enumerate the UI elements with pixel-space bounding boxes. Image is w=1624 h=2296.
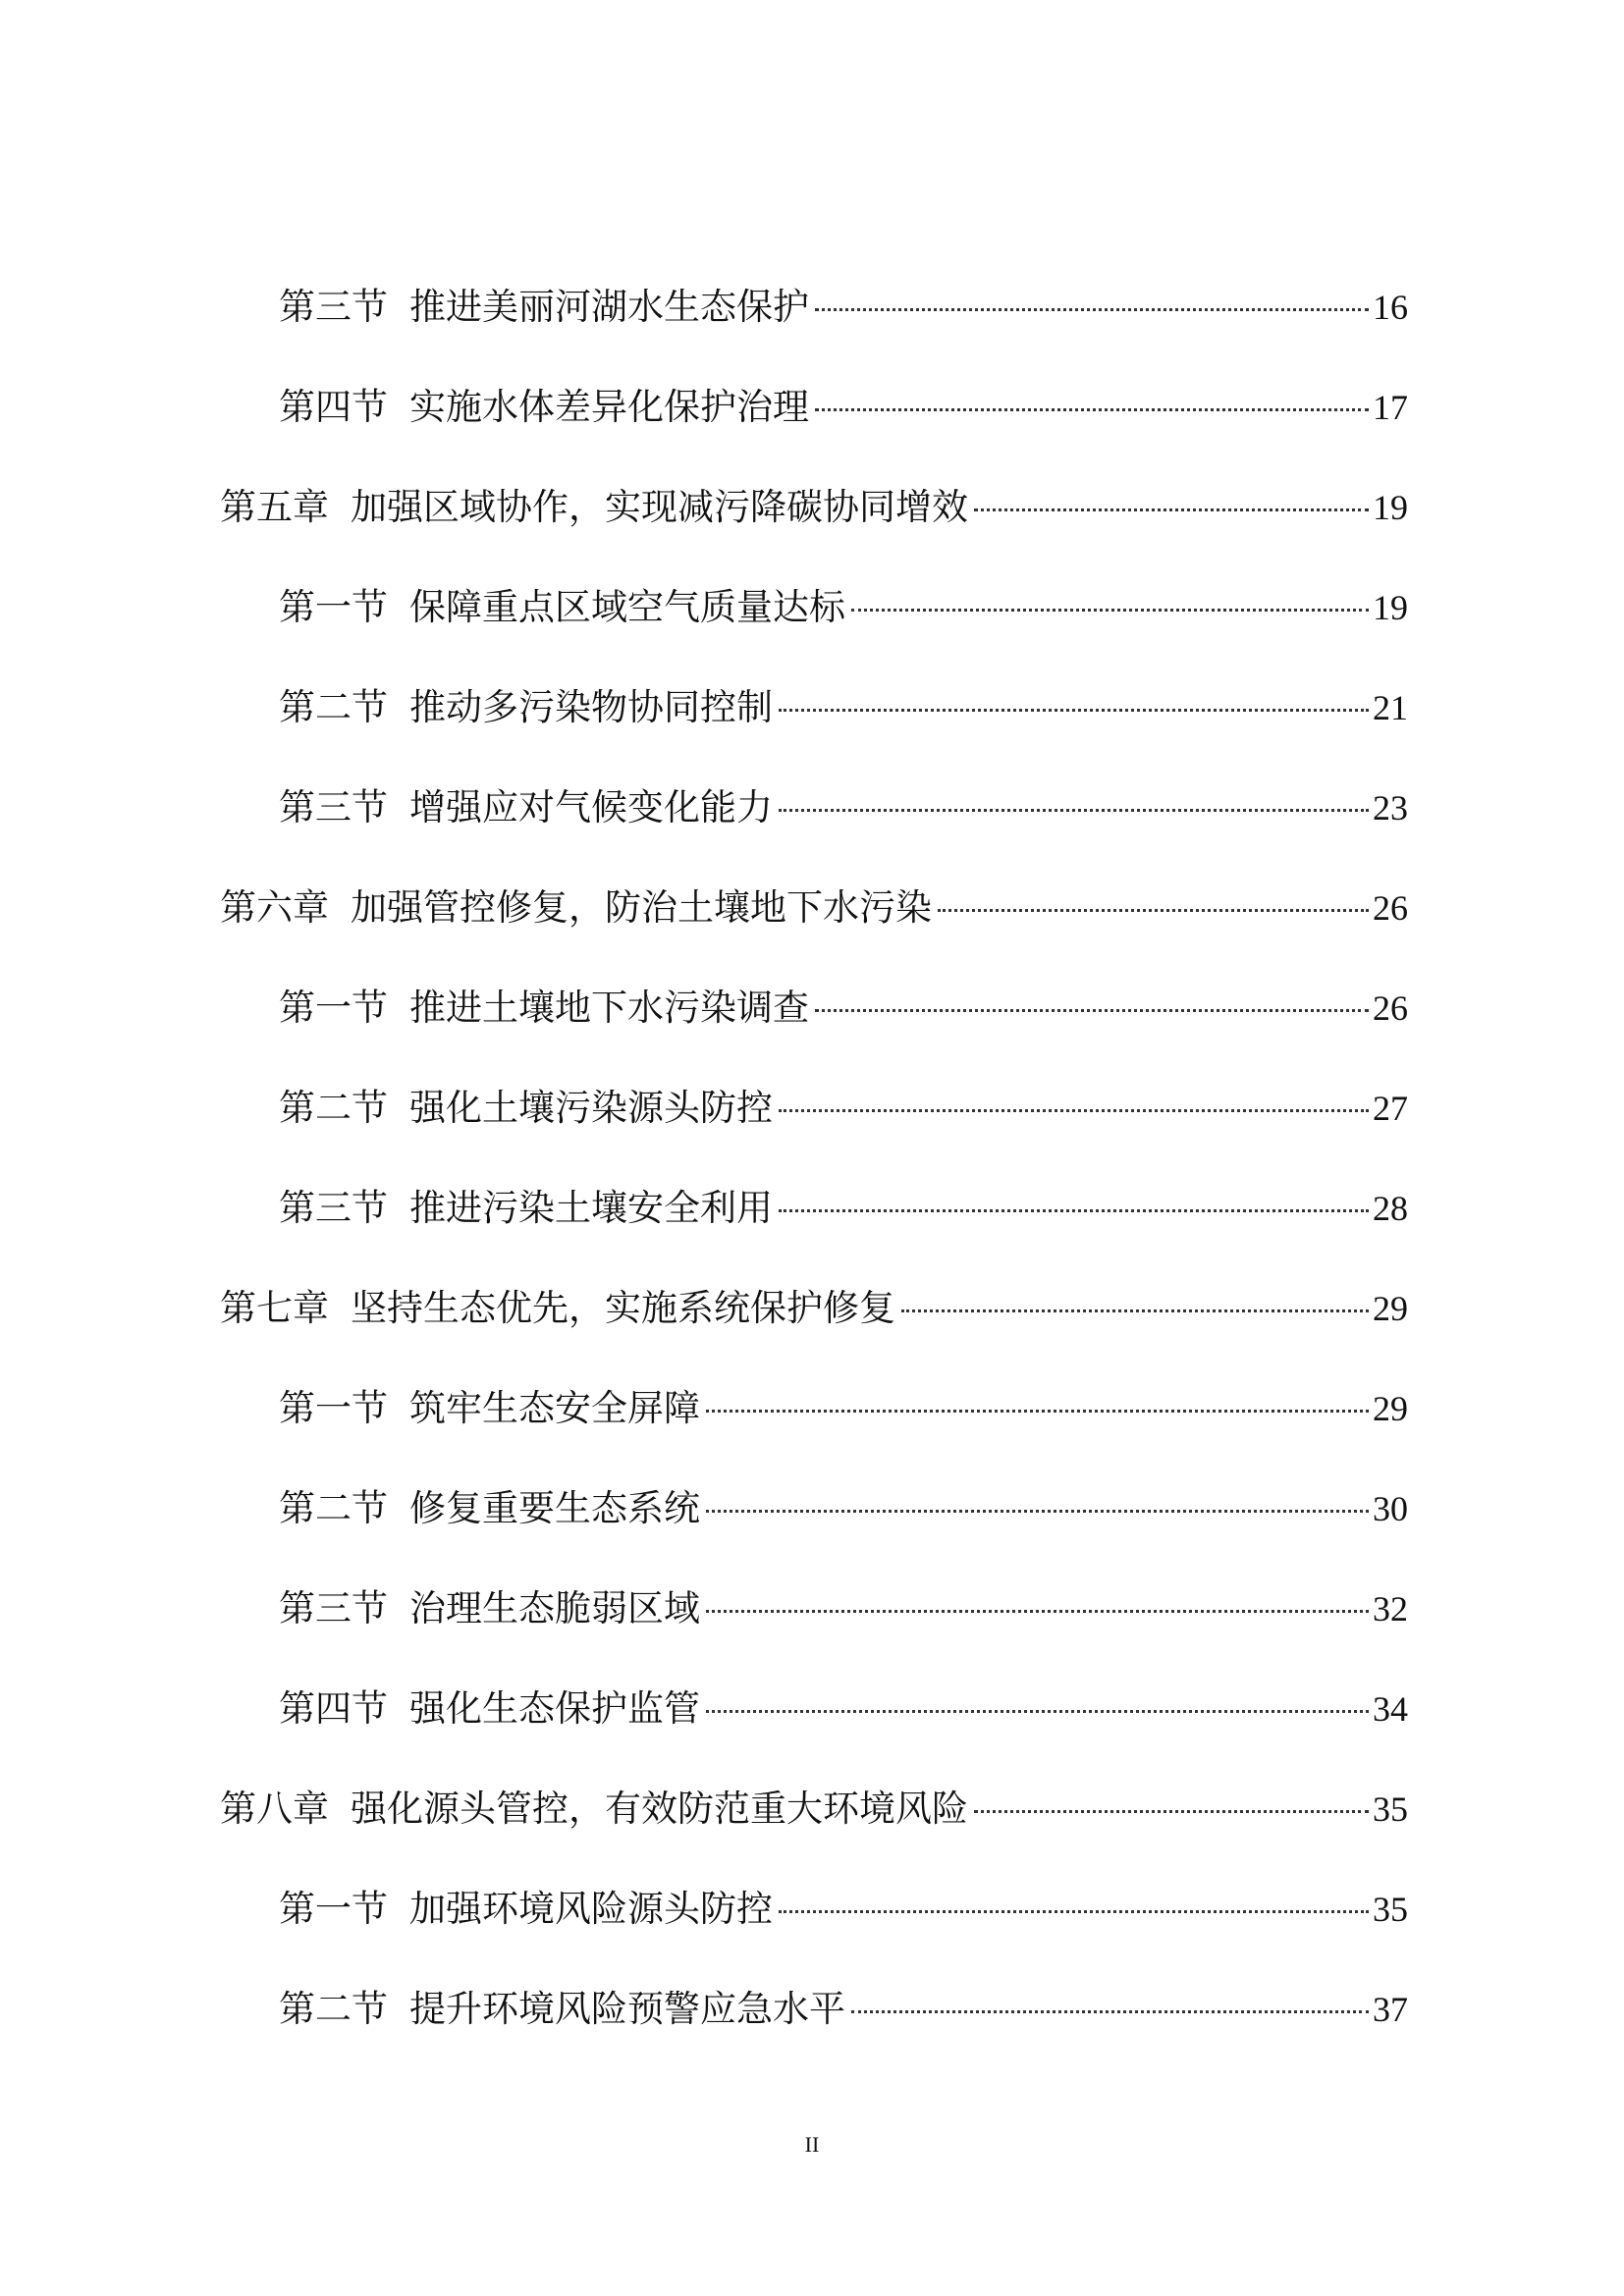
toc-entry[interactable] (279, 1579, 1408, 1638)
toc-entry-chapter[interactable] (220, 1279, 1408, 1338)
toc-entry-page: 21 (1373, 688, 1408, 727)
toc-entry-number: 第三节 (279, 1187, 388, 1229)
toc-entry[interactable] (279, 1880, 1408, 1939)
toc-entry-number: 第一节 (279, 1387, 388, 1429)
toc-entry-title: 加强区域协作，实现减污降碳协同增效 (351, 486, 968, 528)
toc-entry-title: 修复重要生态系统 (409, 1487, 700, 1529)
toc-entry-title: 加强环境风险源头防控 (409, 1888, 773, 1930)
toc-entry-title: 推进美丽河湖水生态保护 (409, 286, 809, 328)
dot-leader (851, 2010, 1369, 2013)
toc-entry-number: 第四节 (279, 386, 388, 428)
toc-entry-title: 加强管控修复，防治土壤地下水污染 (351, 886, 932, 929)
toc-entry-number: 第二节 (279, 1988, 388, 2030)
dot-leader (706, 1610, 1369, 1613)
toc-entry-page: 17 (1373, 388, 1408, 427)
toc-entry[interactable] (279, 678, 1408, 737)
toc-entry-number: 第二节 (279, 1087, 388, 1129)
dot-leader (779, 809, 1369, 812)
toc-entry-page: 26 (1373, 988, 1408, 1028)
toc-entry-title: 强化生态保护监管 (409, 1687, 700, 1730)
toc-entry-title: 增强应对气候变化能力 (409, 786, 773, 828)
toc-entry-chapter[interactable] (220, 478, 1408, 537)
toc-entry-page: 35 (1373, 1789, 1408, 1829)
toc-entry[interactable] (279, 578, 1408, 637)
toc-entry-title: 强化土壤污染源头防控 (409, 1087, 773, 1129)
toc-entry-page: 30 (1373, 1489, 1408, 1528)
toc-entry-page: 34 (1373, 1689, 1408, 1729)
toc-entry-page: 27 (1373, 1089, 1408, 1128)
toc-entry-number: 第二节 (279, 686, 388, 728)
toc-entry-title: 强化源头管控，有效防范重大环境风险 (351, 1788, 968, 1830)
toc-entry-number: 第一节 (279, 586, 388, 628)
toc-entry-number: 第三节 (279, 786, 388, 828)
toc-entry-page: 37 (1373, 1990, 1408, 2029)
toc-entry[interactable] (279, 1379, 1408, 1438)
toc-entry-title: 筑牢生态安全屏障 (409, 1387, 700, 1429)
dot-leader (938, 909, 1369, 912)
toc-entry-page: 19 (1373, 488, 1408, 527)
toc-entry[interactable] (279, 278, 1408, 337)
toc-entry-number: 第五章 (220, 486, 329, 528)
dot-leader (779, 1209, 1369, 1212)
toc-entry-page: 26 (1373, 888, 1408, 928)
toc-entry-title: 推动多污染物协同控制 (409, 686, 773, 728)
dot-leader (706, 1510, 1369, 1513)
toc-entry-page: 29 (1373, 1289, 1408, 1328)
dot-leader (851, 609, 1369, 612)
dot-leader (706, 1410, 1369, 1413)
toc-entry-number: 第七章 (220, 1287, 329, 1329)
toc-entry[interactable] (279, 1479, 1408, 1538)
toc-entry[interactable] (279, 378, 1408, 437)
toc-entry-chapter[interactable] (220, 879, 1408, 937)
toc-entry-title: 治理生态脆弱区域 (409, 1587, 700, 1629)
toc-entry[interactable] (279, 1980, 1408, 2039)
dot-leader (815, 308, 1369, 311)
dot-leader (779, 709, 1369, 712)
toc-entry-title: 推进土壤地下水污染调查 (409, 987, 809, 1029)
toc-entry-page: 23 (1373, 788, 1408, 828)
toc-entry-page: 16 (1373, 288, 1408, 327)
toc-entry[interactable] (279, 1179, 1408, 1238)
toc-entry-page: 28 (1373, 1189, 1408, 1228)
toc-entry-number: 第一节 (279, 987, 388, 1029)
toc-entry[interactable] (279, 1079, 1408, 1138)
toc-entry-chapter[interactable] (220, 1780, 1408, 1839)
toc-entry[interactable] (279, 979, 1408, 1038)
toc-entry-page: 35 (1373, 1890, 1408, 1929)
toc-entry-title: 提升环境风险预警应急水平 (409, 1988, 845, 2030)
toc-entry-title: 推进污染土壤安全利用 (409, 1187, 773, 1229)
toc-entry[interactable] (279, 778, 1408, 837)
dot-leader (974, 1810, 1369, 1813)
dot-leader (974, 508, 1369, 511)
toc-entry-number: 第三节 (279, 286, 388, 328)
toc-entry-number: 第二节 (279, 1487, 388, 1529)
toc-entry-title: 保障重点区域空气质量达标 (409, 586, 845, 628)
toc-entry-page: 32 (1373, 1589, 1408, 1629)
dot-leader (901, 1309, 1369, 1312)
dot-leader (779, 1109, 1369, 1112)
dot-leader (706, 1710, 1369, 1713)
toc-entry-page: 19 (1373, 588, 1408, 627)
toc-entry-number: 第三节 (279, 1587, 388, 1629)
toc-entry-number: 第六章 (220, 886, 329, 929)
dot-leader (815, 408, 1369, 411)
toc-entry-page: 29 (1373, 1389, 1408, 1428)
toc-entry[interactable] (279, 1680, 1408, 1738)
dot-leader (815, 1009, 1369, 1012)
toc-entry-title: 坚持生态优先，实施系统保护修复 (351, 1287, 895, 1329)
page-number: II (804, 2132, 820, 2157)
toc-entry-number: 第四节 (279, 1687, 388, 1730)
toc-entry-number: 第八章 (220, 1788, 329, 1830)
toc-entry-number: 第一节 (279, 1888, 388, 1930)
toc-entry-title: 实施水体差异化保护治理 (409, 386, 809, 428)
dot-leader (779, 1910, 1369, 1913)
